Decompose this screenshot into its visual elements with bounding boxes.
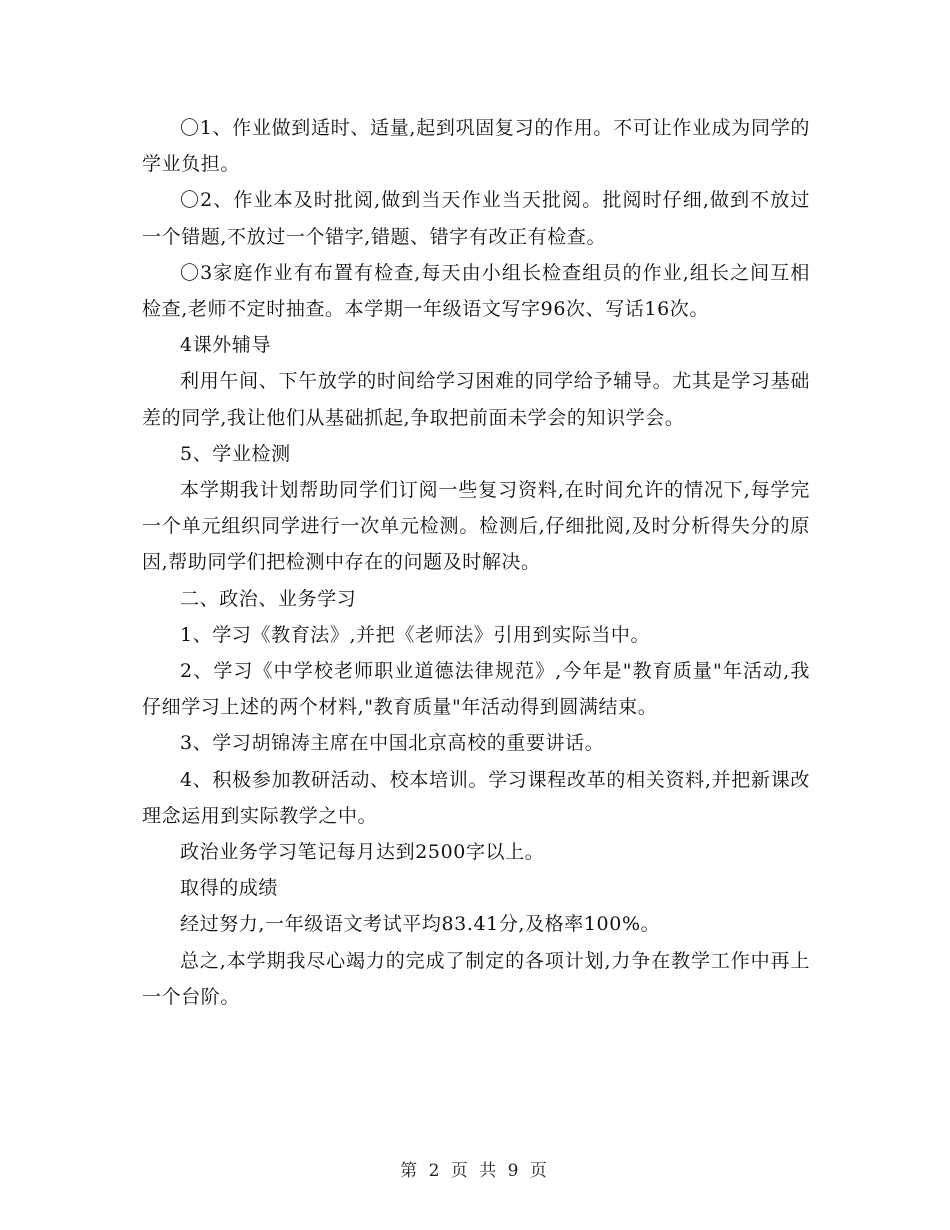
- paragraph-study-research: 4、积极参加教研活动、校本培训。学习课程改革的相关资料,并把新课改理念运用到实际教学之中。: [142, 768, 810, 827]
- heading-political-study: 二、政治、业务学习: [180, 587, 357, 610]
- paragraph-achievements: 经过努力,一年级语文考试平均83.41分,及格率100%。: [180, 913, 661, 936]
- paragraph-study-ethics-code: 2、学习《中学校老师职业道德法律规范》,今年是"教育质量"年活动,我仔细学习上述的两个材料,"教育质量"年活动得到圆满结束。: [142, 660, 810, 719]
- paragraph-homework-checking: 〇3家庭作业有布置有检查,每天由小组长检查组员的作业,组长之间互相检查,老师不定时抽查。本学期一年级语文写字96次、写话16次。: [142, 261, 810, 321]
- paragraph-conclusion: 总之,本学期我尽心竭力的完成了制定的各项计划,力争在教学工作中再上一个台阶。: [142, 949, 810, 1008]
- paragraph-homework-timely: 〇1、作业做到适时、适量,起到巩固复习的作用。不可让作业成为同学的学业负担。: [142, 117, 810, 176]
- paragraph-homework-grading: 〇2、作业本及时批阅,做到当天作业当天批阅。批阅时仔细,做到不放过一个错题,不放过一个错字,错题、错字有改正有检查。: [142, 189, 810, 248]
- paragraph-study-speech: 3、学习胡锦涛主席在中国北京高校的重要讲话。: [180, 732, 605, 755]
- document-body: [142, 110, 810, 1015]
- heading-achievements: 取得的成绩: [180, 877, 279, 900]
- paragraph-study-education-law: 1、学习《教育法》,并把《老师法》引用到实际当中。: [180, 623, 651, 646]
- page-number: 第 2 页 共 9 页: [400, 1161, 550, 1181]
- paragraph-study-notes: 政治业务学习笔记每月达到2500字以上。: [180, 841, 545, 864]
- paragraph-assessment: 本学期我计划帮助同学们订阅一些复习资料,在时间允许的情况下,每学完一个单元组织同学进行一次单元检测。检测后,仔细批阅,及时分析得失分的原因,帮助同学们把检测中存在的问题及时解决。: [142, 479, 810, 574]
- heading-tutoring: 4课外辅导: [180, 334, 272, 357]
- heading-assessment: 5、学业检测: [180, 442, 291, 465]
- paragraph-tutoring: 利用午间、下午放学的时间给学习困难的同学给予辅导。尤其是学习基础差的同学,我让他们从基础抓起,争取把前面未学会的知识学会。: [142, 370, 810, 429]
